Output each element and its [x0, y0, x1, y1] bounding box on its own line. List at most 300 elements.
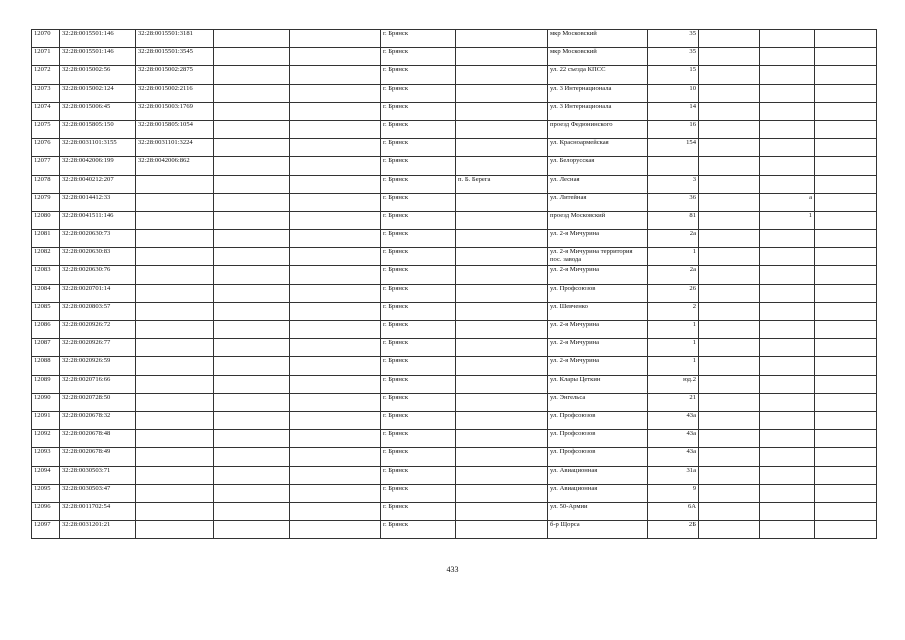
extra-cell — [760, 230, 815, 248]
street-cell: ул. 3 Интернационала — [548, 102, 648, 120]
empty-cell — [214, 139, 290, 157]
empty-cell — [815, 521, 877, 539]
cadastral-number-cell: 32:28:0020926:77 — [60, 339, 136, 357]
empty-cell — [815, 248, 877, 266]
locality-cell — [456, 339, 548, 357]
extra-cell — [760, 302, 815, 320]
cadastral-number-2-cell — [136, 266, 214, 284]
table-row — [32, 321, 877, 339]
row-number-cell: 12087 — [32, 339, 60, 357]
house-number-cell: 6А — [648, 502, 699, 520]
table-row — [32, 66, 877, 84]
row-number-cell: 12078 — [32, 175, 60, 193]
extra-cell — [760, 339, 815, 357]
empty-cell — [214, 375, 290, 393]
cadastral-number-2-cell: 32:28:0015805:1054 — [136, 120, 214, 138]
extra-cell — [760, 48, 815, 66]
empty-cell — [290, 521, 381, 539]
empty-cell — [214, 302, 290, 320]
empty-cell — [815, 411, 877, 429]
empty-cell — [699, 175, 760, 193]
empty-cell — [290, 48, 381, 66]
row-number-cell: 12080 — [32, 211, 60, 229]
locality-cell — [456, 84, 548, 102]
empty-cell — [214, 266, 290, 284]
empty-cell — [214, 157, 290, 175]
cadastral-number-2-cell — [136, 430, 214, 448]
table-row — [32, 230, 877, 248]
street-cell: проезд Московский — [548, 211, 648, 229]
empty-cell — [290, 448, 381, 466]
empty-cell — [214, 102, 290, 120]
cadastral-number-cell: 32:28:0020678:49 — [60, 448, 136, 466]
empty-cell — [214, 248, 290, 266]
locality-cell — [456, 430, 548, 448]
cadastral-number-cell: 32:28:0015006:45 — [60, 102, 136, 120]
empty-cell — [290, 430, 381, 448]
empty-cell — [815, 393, 877, 411]
cadastral-number-cell: 32:28:0020803:57 — [60, 302, 136, 320]
extra-cell — [760, 393, 815, 411]
cadastral-number-2-cell — [136, 466, 214, 484]
city-cell: г. Брянск — [381, 211, 456, 229]
empty-cell — [699, 102, 760, 120]
street-cell: ул. Авиационная — [548, 466, 648, 484]
empty-cell — [815, 502, 877, 520]
extra-cell — [760, 430, 815, 448]
extra-cell — [760, 30, 815, 48]
table-row — [32, 411, 877, 429]
locality-cell — [456, 157, 548, 175]
empty-cell — [815, 102, 877, 120]
empty-cell — [214, 48, 290, 66]
row-number-cell: 12093 — [32, 448, 60, 466]
table-row — [32, 357, 877, 375]
row-number-cell: 12089 — [32, 375, 60, 393]
empty-cell — [290, 102, 381, 120]
empty-cell — [290, 357, 381, 375]
empty-cell — [290, 230, 381, 248]
empty-cell — [290, 466, 381, 484]
table-row — [32, 521, 877, 539]
house-number-cell: 2 — [648, 302, 699, 320]
empty-cell — [214, 357, 290, 375]
locality-cell — [456, 211, 548, 229]
row-number-cell: 12074 — [32, 102, 60, 120]
table-row — [32, 102, 877, 120]
empty-cell — [290, 66, 381, 84]
house-number-cell: 14 — [648, 102, 699, 120]
empty-cell — [214, 448, 290, 466]
locality-cell — [456, 357, 548, 375]
empty-cell — [290, 157, 381, 175]
city-cell: г. Брянск — [381, 157, 456, 175]
row-number-cell: 12084 — [32, 284, 60, 302]
city-cell: г. Брянск — [381, 66, 456, 84]
empty-cell — [699, 411, 760, 429]
empty-cell — [815, 430, 877, 448]
cadastral-number-cell: 32:28:0040212:207 — [60, 175, 136, 193]
street-cell: ул. Литейная — [548, 193, 648, 211]
locality-cell — [456, 266, 548, 284]
empty-cell — [290, 248, 381, 266]
house-number-cell: 81 — [648, 211, 699, 229]
empty-cell — [699, 430, 760, 448]
empty-cell — [815, 339, 877, 357]
extra-cell — [760, 284, 815, 302]
cadastral-number-cell: 32:28:0020716:66 — [60, 375, 136, 393]
empty-cell — [290, 302, 381, 320]
empty-cell — [815, 30, 877, 48]
city-cell: г. Брянск — [381, 502, 456, 520]
table-row — [32, 375, 877, 393]
extra-cell — [760, 448, 815, 466]
empty-cell — [699, 266, 760, 284]
page-number: 433 — [446, 565, 459, 574]
empty-cell — [815, 466, 877, 484]
cadastral-number-cell: 32:28:0020630:76 — [60, 266, 136, 284]
empty-cell — [290, 193, 381, 211]
city-cell: г. Брянск — [381, 120, 456, 138]
cadastral-number-cell: 32:28:0020728:50 — [60, 393, 136, 411]
empty-cell — [699, 484, 760, 502]
cadastral-number-2-cell — [136, 502, 214, 520]
empty-cell — [815, 157, 877, 175]
cadastral-number-cell: 32:28:0015805:150 — [60, 120, 136, 138]
empty-cell — [699, 120, 760, 138]
city-cell: г. Брянск — [381, 193, 456, 211]
empty-cell — [290, 284, 381, 302]
street-cell: проезд Федюнинского — [548, 120, 648, 138]
row-number-cell: 12070 — [32, 30, 60, 48]
extra-cell: 1 — [760, 211, 815, 229]
cadastral-number-2-cell — [136, 175, 214, 193]
cadastral-number-cell: 32:28:0020678:32 — [60, 411, 136, 429]
cadastral-number-cell: 32:28:0031101:3155 — [60, 139, 136, 157]
row-number-cell: 12094 — [32, 466, 60, 484]
street-cell: мкр Московский — [548, 30, 648, 48]
cadastral-number-2-cell: 32:28:0015002:2875 — [136, 66, 214, 84]
locality-cell — [456, 120, 548, 138]
empty-cell — [290, 321, 381, 339]
house-number-cell: 1 — [648, 321, 699, 339]
cadastral-number-2-cell — [136, 339, 214, 357]
house-number-cell: юд.2 — [648, 375, 699, 393]
row-number-cell: 12090 — [32, 393, 60, 411]
house-number-cell: 3 — [648, 175, 699, 193]
table-row — [32, 484, 877, 502]
empty-cell — [214, 230, 290, 248]
empty-cell — [815, 375, 877, 393]
city-cell: г. Брянск — [381, 230, 456, 248]
row-number-cell: 12096 — [32, 502, 60, 520]
table-row — [32, 48, 877, 66]
empty-cell — [290, 211, 381, 229]
house-number-cell: 43а — [648, 411, 699, 429]
cadastral-number-cell: 32:28:0042006:199 — [60, 157, 136, 175]
row-number-cell: 12086 — [32, 321, 60, 339]
house-number-cell: 35 — [648, 30, 699, 48]
house-number-cell: 43а — [648, 430, 699, 448]
empty-cell — [214, 484, 290, 502]
row-number-cell: 12076 — [32, 139, 60, 157]
locality-cell — [456, 521, 548, 539]
cadastral-number-2-cell — [136, 393, 214, 411]
table-row — [32, 157, 877, 175]
empty-cell — [815, 120, 877, 138]
empty-cell — [699, 30, 760, 48]
empty-cell — [815, 448, 877, 466]
empty-cell — [290, 484, 381, 502]
house-number-cell: 2Б — [648, 521, 699, 539]
house-number-cell: 1 — [648, 357, 699, 375]
cadastral-number-cell: 32:28:0020701:14 — [60, 284, 136, 302]
cadastral-number-cell: 32:28:0020926:59 — [60, 357, 136, 375]
extra-cell — [760, 66, 815, 84]
cadastral-number-2-cell — [136, 375, 214, 393]
street-cell: ул. 2-я Мичурина территория пос. завода — [548, 248, 648, 266]
empty-cell — [815, 266, 877, 284]
house-number-cell: 1 — [648, 248, 699, 266]
row-number-cell: 12071 — [32, 48, 60, 66]
extra-cell — [760, 484, 815, 502]
cadastral-number-2-cell — [136, 448, 214, 466]
empty-cell — [290, 120, 381, 138]
street-cell: ул. Авиационная — [548, 484, 648, 502]
empty-cell — [214, 339, 290, 357]
house-number-cell: 31а — [648, 466, 699, 484]
street-cell: б-р Щорса — [548, 521, 648, 539]
empty-cell — [815, 48, 877, 66]
row-number-cell: 12073 — [32, 84, 60, 102]
locality-cell — [456, 193, 548, 211]
cadastral-number-2-cell — [136, 193, 214, 211]
street-cell: мкр Московский — [548, 48, 648, 66]
table-row — [32, 393, 877, 411]
empty-cell — [290, 266, 381, 284]
city-cell: г. Брянск — [381, 466, 456, 484]
empty-cell — [214, 193, 290, 211]
empty-cell — [699, 48, 760, 66]
locality-cell — [456, 375, 548, 393]
cadastral-number-2-cell — [136, 357, 214, 375]
row-number-cell: 12091 — [32, 411, 60, 429]
locality-cell — [456, 393, 548, 411]
empty-cell — [699, 339, 760, 357]
empty-cell — [290, 30, 381, 48]
cadastral-number-cell: 32:28:0020630:73 — [60, 230, 136, 248]
empty-cell — [699, 139, 760, 157]
street-cell: ул. Профсоюзов — [548, 411, 648, 429]
extra-cell — [760, 521, 815, 539]
cadastral-number-2-cell — [136, 230, 214, 248]
street-cell: ул. Профсоюзов — [548, 284, 648, 302]
cadastral-number-2-cell: 32:28:0015501:3545 — [136, 48, 214, 66]
city-cell: г. Брянск — [381, 393, 456, 411]
table-row — [32, 193, 877, 211]
empty-cell — [214, 284, 290, 302]
table-row — [32, 466, 877, 484]
extra-cell — [760, 466, 815, 484]
city-cell: г. Брянск — [381, 321, 456, 339]
empty-cell — [815, 484, 877, 502]
row-number-cell: 12072 — [32, 66, 60, 84]
cadastral-number-cell: 32:28:0030503:71 — [60, 466, 136, 484]
locality-cell — [456, 248, 548, 266]
empty-cell — [214, 66, 290, 84]
cadastral-number-2-cell: 32:28:0015002:2116 — [136, 84, 214, 102]
city-cell: г. Брянск — [381, 175, 456, 193]
street-cell: ул. Энгельса — [548, 393, 648, 411]
street-cell: ул. 2-я Мичурина — [548, 339, 648, 357]
empty-cell — [699, 466, 760, 484]
locality-cell — [456, 102, 548, 120]
empty-cell — [699, 193, 760, 211]
row-number-cell: 12092 — [32, 430, 60, 448]
cadastral-number-cell: 32:28:0015501:146 — [60, 30, 136, 48]
empty-cell — [699, 502, 760, 520]
empty-cell — [290, 502, 381, 520]
city-cell: г. Брянск — [381, 284, 456, 302]
empty-cell — [815, 284, 877, 302]
row-number-cell: 12085 — [32, 302, 60, 320]
house-number-cell — [648, 157, 699, 175]
city-cell: г. Брянск — [381, 484, 456, 502]
city-cell: г. Брянск — [381, 339, 456, 357]
street-cell: ул. 2-я Мичурина — [548, 357, 648, 375]
empty-cell — [214, 502, 290, 520]
city-cell: г. Брянск — [381, 521, 456, 539]
row-number-cell: 12082 — [32, 248, 60, 266]
cadastral-number-cell: 32:28:0015002:56 — [60, 66, 136, 84]
street-cell: ул. Профсоюзов — [548, 448, 648, 466]
empty-cell — [214, 120, 290, 138]
locality-cell — [456, 230, 548, 248]
row-number-cell: 12088 — [32, 357, 60, 375]
city-cell: г. Брянск — [381, 48, 456, 66]
street-cell: ул. Шевченко — [548, 302, 648, 320]
empty-cell — [699, 521, 760, 539]
empty-cell — [290, 175, 381, 193]
empty-cell — [699, 211, 760, 229]
row-number-cell: 12097 — [32, 521, 60, 539]
table-row — [32, 120, 877, 138]
table-row — [32, 139, 877, 157]
street-cell: ул. Клары Цеткин — [548, 375, 648, 393]
street-cell: ул. Профсоюзов — [548, 430, 648, 448]
locality-cell: п. Б. Берега — [456, 175, 548, 193]
empty-cell — [290, 375, 381, 393]
empty-cell — [699, 248, 760, 266]
empty-cell — [699, 302, 760, 320]
cadastral-number-2-cell — [136, 284, 214, 302]
row-number-cell: 12077 — [32, 157, 60, 175]
empty-cell — [699, 84, 760, 102]
cadastral-number-cell: 32:28:0020926:72 — [60, 321, 136, 339]
house-number-cell: 10 — [648, 84, 699, 102]
extra-cell — [760, 139, 815, 157]
empty-cell — [214, 466, 290, 484]
cadastral-number-cell: 32:28:0020678:48 — [60, 430, 136, 448]
house-number-cell: 15 — [648, 66, 699, 84]
locality-cell — [456, 284, 548, 302]
table-row — [32, 248, 877, 266]
extra-cell — [760, 157, 815, 175]
city-cell: г. Брянск — [381, 375, 456, 393]
cadastral-number-2-cell — [136, 321, 214, 339]
empty-cell — [815, 302, 877, 320]
empty-cell — [699, 230, 760, 248]
cadastral-number-cell: 32:28:0011702:54 — [60, 502, 136, 520]
extra-cell — [760, 321, 815, 339]
city-cell: г. Брянск — [381, 30, 456, 48]
city-cell: г. Брянск — [381, 448, 456, 466]
house-number-cell: 35 — [648, 48, 699, 66]
empty-cell — [815, 84, 877, 102]
empty-cell — [214, 393, 290, 411]
table-row — [32, 448, 877, 466]
empty-cell — [699, 393, 760, 411]
table-row — [32, 266, 877, 284]
cadastral-number-2-cell: 32:28:0015501:3181 — [136, 30, 214, 48]
house-number-cell: 154 — [648, 139, 699, 157]
house-number-cell: 43а — [648, 448, 699, 466]
house-number-cell: 2а — [648, 230, 699, 248]
empty-cell — [815, 175, 877, 193]
locality-cell — [456, 48, 548, 66]
street-cell: ул. 3 Интернационала — [548, 84, 648, 102]
locality-cell — [456, 302, 548, 320]
row-number-cell: 12075 — [32, 120, 60, 138]
table-row — [32, 502, 877, 520]
empty-cell — [214, 411, 290, 429]
city-cell: г. Брянск — [381, 266, 456, 284]
cadastral-number-2-cell — [136, 302, 214, 320]
cadastral-number-2-cell: 32:28:0031101:3224 — [136, 139, 214, 157]
locality-cell — [456, 321, 548, 339]
table-row — [32, 430, 877, 448]
empty-cell — [214, 521, 290, 539]
city-cell: г. Брянск — [381, 139, 456, 157]
extra-cell — [760, 102, 815, 120]
street-cell: ул. Красноармейская — [548, 139, 648, 157]
locality-cell — [456, 448, 548, 466]
row-number-cell: 12095 — [32, 484, 60, 502]
empty-cell — [290, 393, 381, 411]
table-row — [32, 284, 877, 302]
extra-cell — [760, 248, 815, 266]
cadastral-number-cell: 32:28:0020630:83 — [60, 248, 136, 266]
empty-cell — [290, 84, 381, 102]
city-cell: г. Брянск — [381, 430, 456, 448]
locality-cell — [456, 66, 548, 84]
empty-cell — [699, 357, 760, 375]
extra-cell — [760, 84, 815, 102]
cadastral-number-cell: 32:28:0014412:33 — [60, 193, 136, 211]
row-number-cell: 12083 — [32, 266, 60, 284]
street-cell: ул. 2-я Мичурина — [548, 266, 648, 284]
cadastral-number-cell: 32:28:0031201:21 — [60, 521, 136, 539]
empty-cell — [214, 321, 290, 339]
empty-cell — [290, 139, 381, 157]
empty-cell — [699, 66, 760, 84]
empty-cell — [214, 430, 290, 448]
extra-cell — [760, 266, 815, 284]
empty-cell — [214, 30, 290, 48]
empty-cell — [815, 230, 877, 248]
street-cell: ул. 2-я Мичурина — [548, 321, 648, 339]
extra-cell — [760, 357, 815, 375]
